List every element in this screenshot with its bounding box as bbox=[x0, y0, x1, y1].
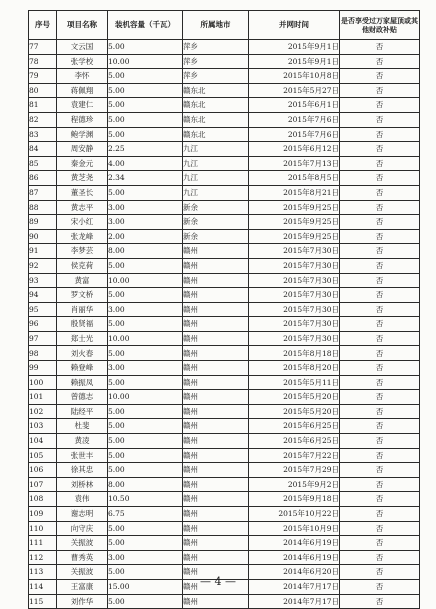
cell-city: 赣州 bbox=[183, 375, 249, 390]
cell-project-name: 黄凌 bbox=[57, 434, 108, 449]
cell-subsidy: 否 bbox=[340, 302, 420, 317]
cell-row-index: 109 bbox=[29, 507, 57, 522]
cell-row-index: 95 bbox=[29, 302, 57, 317]
cell-grid-date: 2015年5月11日 bbox=[249, 375, 340, 390]
cell-project-name: 袁伟 bbox=[57, 492, 108, 507]
cell-grid-date: 2015年6月25日 bbox=[249, 434, 340, 449]
cell-row-index: 82 bbox=[29, 112, 57, 127]
cell-grid-date: 2015年10月9日 bbox=[249, 521, 340, 536]
cell-subsidy: 否 bbox=[340, 477, 420, 492]
cell-grid-date: 2014年6月19日 bbox=[249, 550, 340, 565]
cell-project-name: 赖登峰 bbox=[57, 361, 108, 376]
cell-city: 赣州 bbox=[183, 288, 249, 303]
cell-project-name: 黄富 bbox=[57, 273, 108, 288]
cell-subsidy: 否 bbox=[340, 536, 420, 551]
cell-city: 赣州 bbox=[183, 404, 249, 419]
cell-subsidy: 否 bbox=[340, 404, 420, 419]
table-row bbox=[29, 507, 420, 522]
cell-city: 赣州 bbox=[183, 302, 249, 317]
cell-project-name: 杜斐 bbox=[57, 419, 108, 434]
cell-row-index: 107 bbox=[29, 477, 57, 492]
cell-grid-date: 2015年7月30日 bbox=[249, 258, 340, 273]
cell-subsidy: 否 bbox=[340, 171, 420, 186]
cell-capacity: 5.00 bbox=[108, 127, 183, 142]
cell-subsidy: 否 bbox=[340, 200, 420, 215]
cell-subsidy: 否 bbox=[340, 375, 420, 390]
header-subsidy: 是否享受过万家屋顶或其他财政补贴 bbox=[340, 11, 420, 40]
cell-project-name: 曾德志 bbox=[57, 390, 108, 405]
cell-city: 新余 bbox=[183, 229, 249, 244]
cell-subsidy: 否 bbox=[340, 507, 420, 522]
cell-project-name: 谢志明 bbox=[57, 507, 108, 522]
cell-row-index: 110 bbox=[29, 521, 57, 536]
cell-row-index: 84 bbox=[29, 142, 57, 157]
header-index: 序号 bbox=[29, 11, 57, 40]
cell-city: 赣东北 bbox=[183, 127, 249, 142]
cell-city: 赣州 bbox=[183, 594, 249, 609]
table-row bbox=[29, 317, 420, 332]
table-row bbox=[29, 331, 420, 346]
cell-project-name: 曹秀英 bbox=[57, 550, 108, 565]
table-row bbox=[29, 215, 420, 230]
cell-project-name: 周安静 bbox=[57, 142, 108, 157]
table-row bbox=[29, 258, 420, 273]
cell-city: 九江 bbox=[183, 142, 249, 157]
cell-capacity: 5.00 bbox=[108, 565, 183, 580]
cell-subsidy: 否 bbox=[340, 215, 420, 230]
cell-project-name: 赖振凤 bbox=[57, 375, 108, 390]
cell-subsidy: 否 bbox=[340, 273, 420, 288]
cell-city: 赣州 bbox=[183, 477, 249, 492]
cell-capacity: 2.00 bbox=[108, 229, 183, 244]
cell-project-name: 陆经平 bbox=[57, 404, 108, 419]
table-row bbox=[29, 54, 420, 69]
cell-subsidy: 否 bbox=[340, 419, 420, 434]
cell-row-index: 92 bbox=[29, 258, 57, 273]
cell-city: 赣州 bbox=[183, 331, 249, 346]
cell-capacity: 5.00 bbox=[108, 40, 183, 55]
cell-city: 九江 bbox=[183, 156, 249, 171]
cell-grid-date: 2015年8月21日 bbox=[249, 185, 340, 200]
table-row bbox=[29, 273, 420, 288]
cell-city: 赣州 bbox=[183, 536, 249, 551]
cell-grid-date: 2014年6月19日 bbox=[249, 536, 340, 551]
cell-capacity: 15.00 bbox=[108, 579, 183, 594]
table-body bbox=[29, 40, 420, 609]
table-row bbox=[29, 463, 420, 478]
cell-capacity: 5.00 bbox=[108, 346, 183, 361]
cell-grid-date: 2015年10月8日 bbox=[249, 69, 340, 84]
cell-subsidy: 否 bbox=[340, 288, 420, 303]
table-row bbox=[29, 156, 420, 171]
cell-subsidy: 否 bbox=[340, 83, 420, 98]
cell-capacity: 3.00 bbox=[108, 215, 183, 230]
cell-row-index: 103 bbox=[29, 419, 57, 434]
cell-grid-date: 2015年5月20日 bbox=[249, 404, 340, 419]
table-row bbox=[29, 112, 420, 127]
cell-capacity: 5.00 bbox=[108, 594, 183, 609]
cell-capacity: 4.00 bbox=[108, 156, 183, 171]
cell-row-index: 100 bbox=[29, 375, 57, 390]
cell-capacity: 2.25 bbox=[108, 142, 183, 157]
cell-row-index: 83 bbox=[29, 127, 57, 142]
cell-project-name: 刘桥林 bbox=[57, 477, 108, 492]
page-number: — 4 — bbox=[200, 575, 236, 588]
table-row bbox=[29, 521, 420, 536]
cell-grid-date: 2015年10月22日 bbox=[249, 507, 340, 522]
header-project-name: 项目名称 bbox=[57, 11, 108, 40]
cell-subsidy: 否 bbox=[340, 185, 420, 200]
table-row bbox=[29, 69, 420, 84]
cell-row-index: 113 bbox=[29, 565, 57, 580]
cell-capacity: 5.00 bbox=[108, 419, 183, 434]
cell-project-name: 程德珍 bbox=[57, 112, 108, 127]
cell-city: 赣州 bbox=[183, 419, 249, 434]
table-row bbox=[29, 98, 420, 113]
cell-capacity: 10.00 bbox=[108, 54, 183, 69]
cell-capacity: 3.00 bbox=[108, 550, 183, 565]
cell-row-index: 91 bbox=[29, 244, 57, 259]
cell-city: 新余 bbox=[183, 215, 249, 230]
table-row bbox=[29, 83, 420, 98]
cell-capacity: 10.50 bbox=[108, 492, 183, 507]
table-row bbox=[29, 550, 420, 565]
cell-project-name: 文云国 bbox=[57, 40, 108, 55]
cell-grid-date: 2015年6月25日 bbox=[249, 419, 340, 434]
cell-city: 赣州 bbox=[183, 550, 249, 565]
table-row bbox=[29, 40, 420, 55]
cell-row-index: 101 bbox=[29, 390, 57, 405]
cell-grid-date: 2015年7月30日 bbox=[249, 288, 340, 303]
cell-city: 萍乡 bbox=[183, 69, 249, 84]
cell-row-index: 104 bbox=[29, 434, 57, 449]
cell-grid-date: 2015年9月18日 bbox=[249, 492, 340, 507]
cell-capacity: 10.00 bbox=[108, 331, 183, 346]
cell-capacity: 5.00 bbox=[108, 288, 183, 303]
cell-capacity: 5.00 bbox=[108, 317, 183, 332]
cell-capacity: 2.34 bbox=[108, 171, 183, 186]
cell-row-index: 78 bbox=[29, 54, 57, 69]
cell-city: 赣州 bbox=[183, 390, 249, 405]
table-row bbox=[29, 302, 420, 317]
cell-capacity: 10.00 bbox=[108, 273, 183, 288]
cell-city: 赣州 bbox=[183, 463, 249, 478]
cell-grid-date: 2015年7月30日 bbox=[249, 273, 340, 288]
table-row bbox=[29, 127, 420, 142]
cell-subsidy: 否 bbox=[340, 390, 420, 405]
cell-project-name: 关振波 bbox=[57, 536, 108, 551]
cell-grid-date: 2015年5月20日 bbox=[249, 390, 340, 405]
cell-subsidy: 否 bbox=[340, 448, 420, 463]
table-row bbox=[29, 200, 420, 215]
table-row bbox=[29, 477, 420, 492]
cell-row-index: 98 bbox=[29, 346, 57, 361]
cell-grid-date: 2015年9月1日 bbox=[249, 54, 340, 69]
table-row bbox=[29, 492, 420, 507]
cell-subsidy: 否 bbox=[340, 361, 420, 376]
cell-grid-date: 2015年9月1日 bbox=[249, 40, 340, 55]
cell-city: 萍乡 bbox=[183, 54, 249, 69]
cell-project-name: 肖丽华 bbox=[57, 302, 108, 317]
cell-row-index: 106 bbox=[29, 463, 57, 478]
cell-row-index: 89 bbox=[29, 215, 57, 230]
cell-project-name: 侯克荷 bbox=[57, 258, 108, 273]
cell-city: 赣州 bbox=[183, 492, 249, 507]
cell-grid-date: 2015年7月30日 bbox=[249, 302, 340, 317]
cell-row-index: 86 bbox=[29, 171, 57, 186]
cell-subsidy: 否 bbox=[340, 112, 420, 127]
table-row bbox=[29, 288, 420, 303]
cell-subsidy: 否 bbox=[340, 521, 420, 536]
header-capacity: 装机容量（千瓦） bbox=[108, 11, 183, 40]
cell-capacity: 5.00 bbox=[108, 112, 183, 127]
cell-row-index: 80 bbox=[29, 83, 57, 98]
cell-capacity: 5.00 bbox=[108, 521, 183, 536]
cell-city: 赣州 bbox=[183, 434, 249, 449]
cell-city: 九江 bbox=[183, 171, 249, 186]
cell-city: 赣州 bbox=[183, 507, 249, 522]
cell-capacity: 8.00 bbox=[108, 244, 183, 259]
cell-subsidy: 否 bbox=[340, 317, 420, 332]
table-row bbox=[29, 448, 420, 463]
cell-project-name: 张龙峰 bbox=[57, 229, 108, 244]
cell-subsidy: 否 bbox=[340, 142, 420, 157]
cell-subsidy: 否 bbox=[340, 54, 420, 69]
cell-project-name: 殷贤福 bbox=[57, 317, 108, 332]
cell-row-index: 97 bbox=[29, 331, 57, 346]
cell-row-index: 79 bbox=[29, 69, 57, 84]
cell-capacity: 5.00 bbox=[108, 434, 183, 449]
table-row bbox=[29, 346, 420, 361]
cell-subsidy: 否 bbox=[340, 565, 420, 580]
cell-subsidy: 否 bbox=[340, 463, 420, 478]
cell-project-name: 袁建仁 bbox=[57, 98, 108, 113]
cell-subsidy: 否 bbox=[340, 229, 420, 244]
table-row bbox=[29, 434, 420, 449]
header-city: 所属地市 bbox=[183, 11, 249, 40]
cell-grid-date: 2015年8月18日 bbox=[249, 346, 340, 361]
cell-capacity: 5.00 bbox=[108, 375, 183, 390]
cell-row-index: 96 bbox=[29, 317, 57, 332]
cell-project-name: 鲍学渊 bbox=[57, 127, 108, 142]
cell-city: 赣东北 bbox=[183, 83, 249, 98]
cell-row-index: 105 bbox=[29, 448, 57, 463]
cell-grid-date: 2014年7月17日 bbox=[249, 594, 340, 609]
cell-project-name: 李怀 bbox=[57, 69, 108, 84]
cell-subsidy: 否 bbox=[340, 40, 420, 55]
cell-capacity: 5.00 bbox=[108, 448, 183, 463]
pv-project-table bbox=[28, 10, 420, 609]
cell-project-name: 罗文桥 bbox=[57, 288, 108, 303]
cell-grid-date: 2015年9月25日 bbox=[249, 200, 340, 215]
table-row bbox=[29, 142, 420, 157]
cell-city: 赣州 bbox=[183, 273, 249, 288]
cell-grid-date: 2015年6月12日 bbox=[249, 142, 340, 157]
cell-row-index: 81 bbox=[29, 98, 57, 113]
cell-subsidy: 否 bbox=[340, 127, 420, 142]
cell-capacity: 5.00 bbox=[108, 185, 183, 200]
cell-project-name: 李梦芸 bbox=[57, 244, 108, 259]
cell-city: 九江 bbox=[183, 185, 249, 200]
cell-subsidy: 否 bbox=[340, 346, 420, 361]
cell-project-name: 张学校 bbox=[57, 54, 108, 69]
cell-capacity: 5.00 bbox=[108, 98, 183, 113]
cell-grid-date: 2015年7月13日 bbox=[249, 156, 340, 171]
cell-grid-date: 2015年7月30日 bbox=[249, 317, 340, 332]
cell-city: 赣州 bbox=[183, 317, 249, 332]
cell-city: 赣州 bbox=[183, 258, 249, 273]
cell-subsidy: 否 bbox=[340, 331, 420, 346]
cell-row-index: 85 bbox=[29, 156, 57, 171]
table-row bbox=[29, 404, 420, 419]
cell-project-name: 刘火春 bbox=[57, 346, 108, 361]
cell-project-name: 张世丰 bbox=[57, 448, 108, 463]
cell-grid-date: 2015年7月6日 bbox=[249, 127, 340, 142]
cell-city: 赣东北 bbox=[183, 98, 249, 113]
cell-city: 赣州 bbox=[183, 244, 249, 259]
table-row bbox=[29, 361, 420, 376]
cell-capacity: 5.00 bbox=[108, 463, 183, 478]
cell-row-index: 112 bbox=[29, 550, 57, 565]
cell-row-index: 111 bbox=[29, 536, 57, 551]
cell-row-index: 114 bbox=[29, 579, 57, 594]
cell-row-index: 87 bbox=[29, 185, 57, 200]
cell-subsidy: 否 bbox=[340, 69, 420, 84]
cell-capacity: 8.00 bbox=[108, 477, 183, 492]
cell-row-index: 77 bbox=[29, 40, 57, 55]
cell-subsidy: 否 bbox=[340, 244, 420, 259]
cell-project-name: 黄志平 bbox=[57, 200, 108, 215]
table-row bbox=[29, 171, 420, 186]
cell-row-index: 115 bbox=[29, 594, 57, 609]
cell-subsidy: 否 bbox=[340, 434, 420, 449]
cell-project-name: 黄芝尧 bbox=[57, 171, 108, 186]
table-row bbox=[29, 594, 420, 609]
cell-grid-date: 2015年7月30日 bbox=[249, 331, 340, 346]
cell-subsidy: 否 bbox=[340, 258, 420, 273]
table-row bbox=[29, 185, 420, 200]
cell-city: 赣州 bbox=[183, 361, 249, 376]
cell-capacity: 6.75 bbox=[108, 507, 183, 522]
cell-row-index: 94 bbox=[29, 288, 57, 303]
cell-subsidy: 否 bbox=[340, 98, 420, 113]
cell-grid-date: 2015年9月25日 bbox=[249, 229, 340, 244]
cell-capacity: 3.00 bbox=[108, 361, 183, 376]
cell-city: 赣州 bbox=[183, 579, 249, 594]
cell-capacity: 5.00 bbox=[108, 536, 183, 551]
cell-city: 赣州 bbox=[183, 346, 249, 361]
table-row bbox=[29, 390, 420, 405]
cell-subsidy: 否 bbox=[340, 492, 420, 507]
cell-capacity: 5.00 bbox=[108, 404, 183, 419]
cell-row-index: 88 bbox=[29, 200, 57, 215]
cell-capacity: 5.00 bbox=[108, 83, 183, 98]
cell-grid-date: 2014年6月20日 bbox=[249, 565, 340, 580]
table-row bbox=[29, 536, 420, 551]
cell-row-index: 93 bbox=[29, 273, 57, 288]
cell-city: 萍乡 bbox=[183, 40, 249, 55]
cell-capacity: 5.00 bbox=[108, 258, 183, 273]
cell-project-name: 董圣长 bbox=[57, 185, 108, 200]
cell-city: 赣州 bbox=[183, 521, 249, 536]
cell-grid-date: 2015年8月20日 bbox=[249, 361, 340, 376]
cell-capacity: 3.00 bbox=[108, 302, 183, 317]
cell-subsidy: 否 bbox=[340, 579, 420, 594]
cell-grid-date: 2015年7月6日 bbox=[249, 112, 340, 127]
cell-project-name: 向守庆 bbox=[57, 521, 108, 536]
cell-capacity: 10.00 bbox=[108, 390, 183, 405]
cell-city: 赣州 bbox=[183, 565, 249, 580]
table-row bbox=[29, 244, 420, 259]
table-row bbox=[29, 419, 420, 434]
cell-grid-date: 2015年9月25日 bbox=[249, 215, 340, 230]
cell-city: 赣东北 bbox=[183, 112, 249, 127]
cell-subsidy: 否 bbox=[340, 594, 420, 609]
cell-project-name: 关振波 bbox=[57, 565, 108, 580]
cell-subsidy: 否 bbox=[340, 156, 420, 171]
cell-row-index: 90 bbox=[29, 229, 57, 244]
cell-grid-date: 2015年7月22日 bbox=[249, 448, 340, 463]
table-header-row bbox=[29, 11, 420, 40]
cell-grid-date: 2015年5月27日 bbox=[249, 83, 340, 98]
cell-row-index: 99 bbox=[29, 361, 57, 376]
cell-project-name: 蒋佩翔 bbox=[57, 83, 108, 98]
cell-grid-date: 2015年7月29日 bbox=[249, 463, 340, 478]
cell-city: 赣州 bbox=[183, 448, 249, 463]
cell-project-name: 郑士光 bbox=[57, 331, 108, 346]
cell-grid-date: 2015年7月30日 bbox=[249, 244, 340, 259]
cell-capacity: 3.00 bbox=[108, 200, 183, 215]
cell-row-index: 108 bbox=[29, 492, 57, 507]
cell-grid-date: 2015年6月1日 bbox=[249, 98, 340, 113]
cell-project-name: 王富康 bbox=[57, 579, 108, 594]
cell-grid-date: 2015年9月2日 bbox=[249, 477, 340, 492]
header-grid-date: 并网时间 bbox=[249, 11, 340, 40]
cell-project-name: 宋小红 bbox=[57, 215, 108, 230]
cell-capacity: 5.00 bbox=[108, 69, 183, 84]
cell-city: 新余 bbox=[183, 200, 249, 215]
cell-project-name: 秦金元 bbox=[57, 156, 108, 171]
table-row bbox=[29, 375, 420, 390]
cell-project-name: 徐其忠 bbox=[57, 463, 108, 478]
cell-grid-date: 2015年8月5日 bbox=[249, 171, 340, 186]
cell-subsidy: 否 bbox=[340, 550, 420, 565]
table-row bbox=[29, 229, 420, 244]
cell-row-index: 102 bbox=[29, 404, 57, 419]
cell-project-name: 刘作华 bbox=[57, 594, 108, 609]
cell-grid-date: 2014年7月17日 bbox=[249, 579, 340, 594]
